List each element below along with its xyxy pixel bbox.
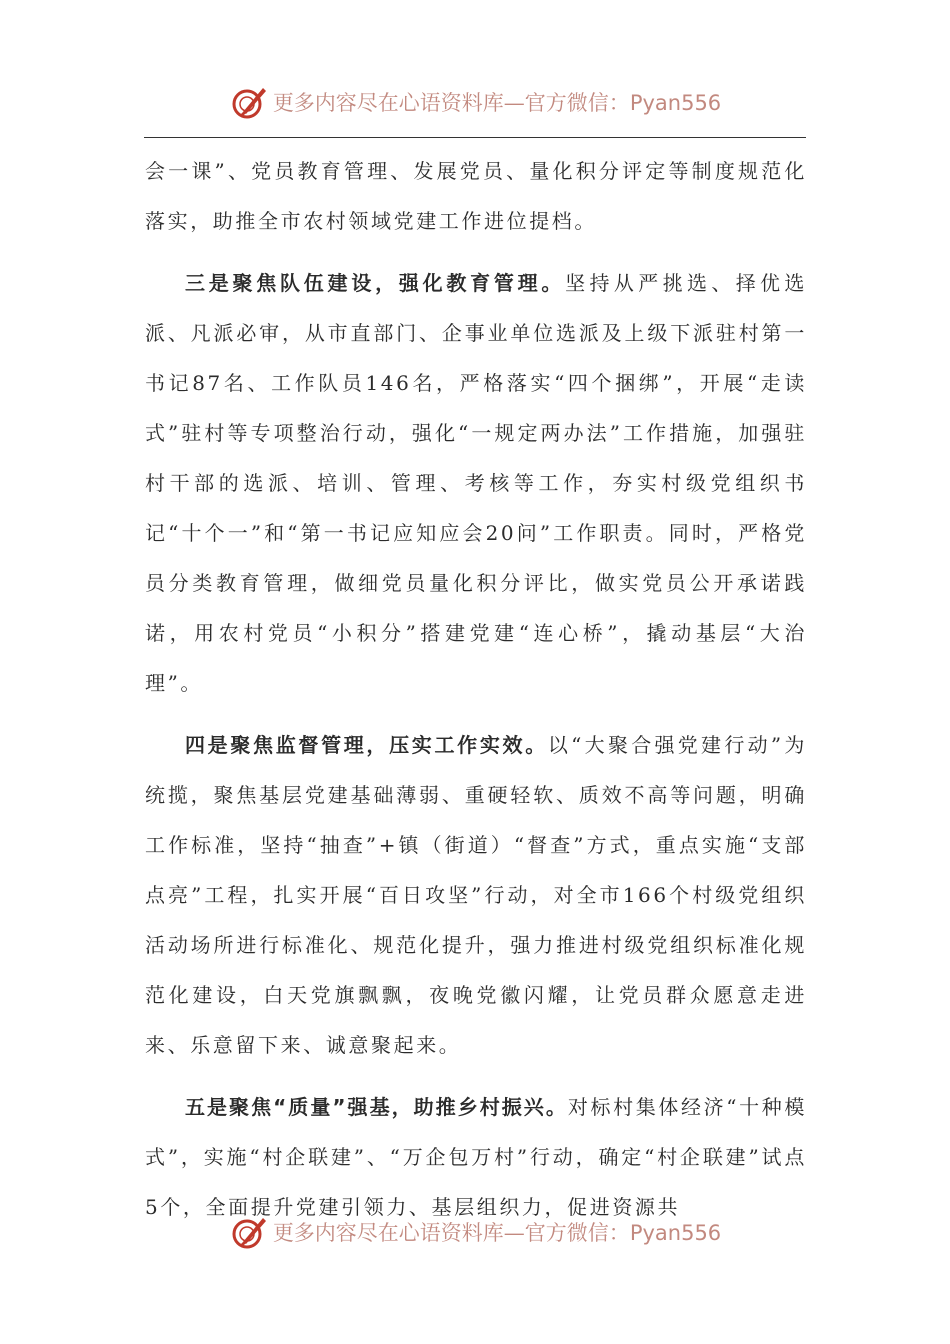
footer-banner <box>0 1210 950 1254</box>
paragraph-body: 坚持从严挑选、择优选派、凡派必审，从市直部门、企事业单位选派及上级下派驻村第一书记87名、工作队员146名，严格落实“四个捆绑”，开展“走读式”驻村等专项整治行动，强化“一规定两办法”工作措施，加强驻村干部的选派、培训、管理、考核等工作，夯实村级党组织书记“十个一”和“第一书记应知应会20问”工作职责。同时，严格党员分类教育管理，做细党员量化积分评比，做实党员公开承诺践诺，用农村党员“小积分”搭建党建“连心桥”，撬动基层“大治理”。 <box>145 271 808 695</box>
footer-banner-handle: Pyan556 <box>629 1221 722 1245</box>
paragraph-body: 对标村集体经济“十种模式”，实施“村企联建”、“万企包万村”行动，确定“村企联建”试点5个，全面提升党建引领力、基层组织力，促进资源共 <box>145 1095 807 1219</box>
header-banner-text: 更多内容尽在心语资料库—官方微信：Pyan556 <box>272 91 722 115</box>
paragraph-continuation <box>145 146 807 246</box>
paragraph-body: 以“大聚合强党建行动”为统揽，聚焦基层党建基础薄弱、重硬轻软、质效不高等问题，明确工作标准，坚持“抽查”+镇（街道）“督查”方式，重点实施“支部点亮”工程，扎实开展“百日攻坚”行动，对全市166个村级党组织活动场所进行标准化、规范化提升，强力推进村级党组织标准化规范化建设，白天党旗飘飘，夜晚党徽闪耀，让党员群众愿意走进来、乐意留下来、诚意聚起来。 <box>145 733 807 1057</box>
paragraph-lead: 三是聚焦队伍建设，强化教育管理。 <box>185 271 566 295</box>
header-rule <box>144 137 806 138</box>
quill-logo-icon <box>229 1212 269 1252</box>
header-banner <box>0 80 950 124</box>
paragraph-lead: 四是聚焦监督管理，压实工作实效。 <box>185 733 548 757</box>
paragraph-body: 会一课”、党员教育管理、发展党员、量化积分评定等制度规范化落实，助推全市农村领域党建工作进位提档。 <box>145 159 807 233</box>
header-banner-handle: Pyan556 <box>629 91 722 115</box>
paragraph-supervision <box>145 720 807 1070</box>
quill-logo-icon <box>229 82 269 122</box>
footer-banner-text: 更多内容尽在心语资料库—官方微信：Pyan556 <box>272 1221 722 1245</box>
document-body <box>145 146 807 1232</box>
paragraph-team-building <box>145 258 807 708</box>
paragraph-lead: 五是聚焦“质量”强基，助推乡村振兴。 <box>185 1095 568 1119</box>
